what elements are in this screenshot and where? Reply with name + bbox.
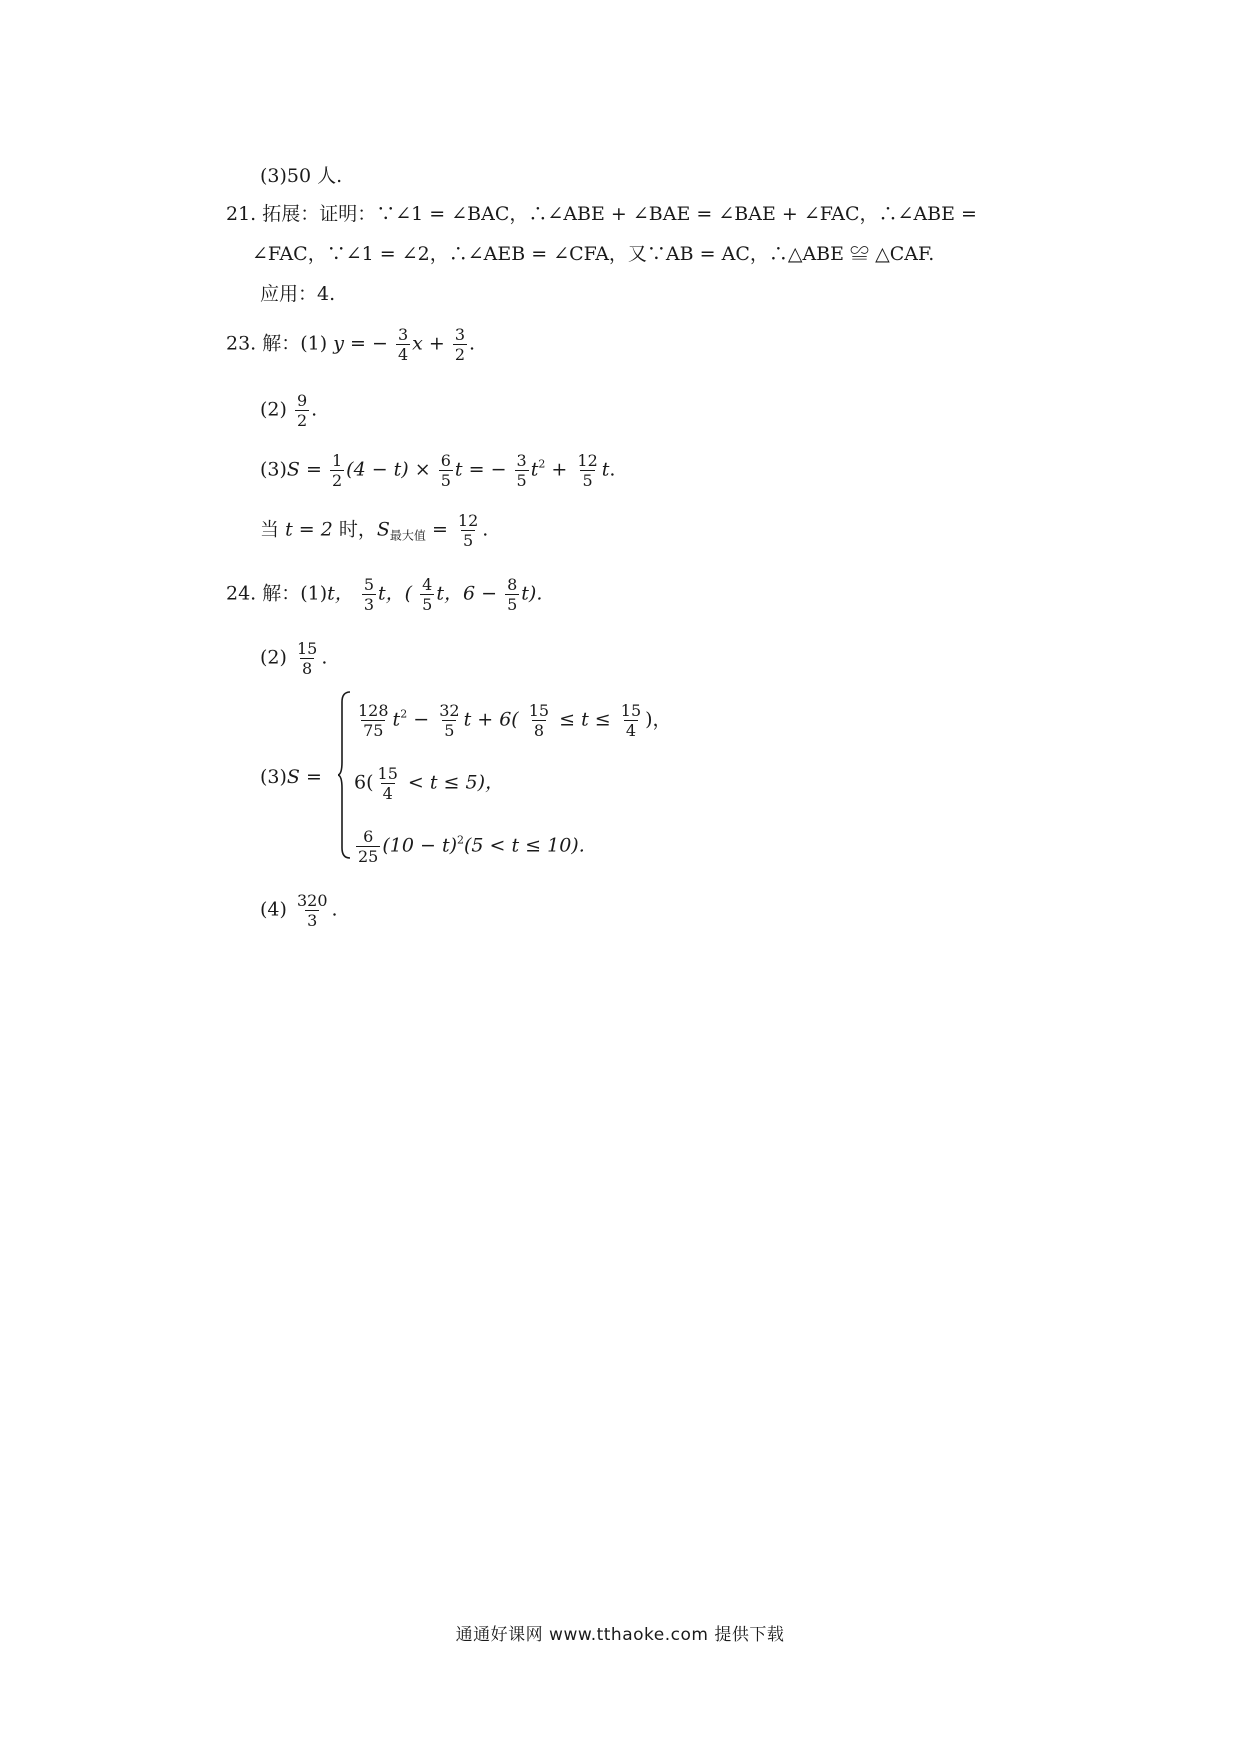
period: . bbox=[331, 898, 338, 921]
paren: (4 − t) bbox=[346, 458, 409, 481]
fraction: $\frac{3}{2}$ bbox=[454, 325, 466, 364]
seg: )， bbox=[645, 708, 672, 731]
condition: t = 2 bbox=[285, 518, 333, 541]
seg: ≤ t ≤ bbox=[559, 708, 611, 731]
minus: − bbox=[490, 458, 507, 481]
answer-q24-part4 bbox=[260, 892, 338, 929]
seg: t，6 − bbox=[436, 582, 498, 605]
answer-q24-part2 bbox=[260, 640, 327, 677]
fraction: $\frac{15}{4}$ bbox=[620, 701, 642, 740]
fraction: $\frac{3}{5}$ bbox=[516, 451, 527, 490]
var-s: S bbox=[286, 766, 300, 788]
piecewise-case-3 bbox=[354, 828, 585, 865]
label: (3) bbox=[260, 766, 287, 788]
exponent: 2 bbox=[538, 457, 546, 471]
seg: (5 < t ≤ 10). bbox=[464, 834, 585, 857]
fraction: $\frac{12}{5}$ bbox=[577, 451, 598, 490]
fraction: $\frac{1}{2}$ bbox=[331, 451, 343, 490]
var-t: t bbox=[530, 458, 539, 481]
fraction: $\frac{12}{5}$ bbox=[457, 511, 479, 550]
answer-q24-part1 bbox=[226, 576, 542, 613]
eq: = bbox=[306, 458, 322, 481]
when-label: 当 bbox=[260, 518, 280, 541]
seg: t + 6( bbox=[463, 708, 519, 731]
label: (4) bbox=[260, 898, 287, 921]
eq: = bbox=[350, 332, 366, 355]
plus: + bbox=[428, 332, 445, 355]
label: (2) bbox=[260, 398, 287, 421]
label: (2) bbox=[260, 646, 287, 669]
answer-q23-max bbox=[260, 512, 488, 549]
subscript: 最大值 bbox=[389, 528, 426, 543]
var-s: S bbox=[286, 458, 300, 481]
plus: + bbox=[551, 458, 568, 481]
var-t: t bbox=[454, 458, 463, 481]
var-y: y bbox=[333, 332, 344, 355]
times: × bbox=[414, 458, 431, 481]
period: . bbox=[482, 518, 489, 541]
fraction: $\frac{8}{5}$ bbox=[507, 575, 518, 614]
seg: (10 − t) bbox=[382, 834, 457, 857]
period: . bbox=[469, 332, 476, 355]
seg: t， bbox=[327, 582, 354, 605]
answer-q20-part3: (3)50 人. bbox=[260, 165, 343, 187]
eq: = bbox=[306, 766, 322, 788]
label: (3) bbox=[260, 458, 287, 481]
answer-q23-part1 bbox=[226, 326, 475, 363]
answer-q24-part3-label bbox=[260, 765, 322, 789]
minus: − bbox=[371, 332, 388, 355]
answer-q21-application: 应用：4. bbox=[260, 283, 336, 305]
var-s: S bbox=[376, 518, 390, 541]
piecewise-case-1 bbox=[354, 702, 672, 739]
minus: − bbox=[413, 708, 430, 731]
var-t: t bbox=[392, 708, 401, 731]
fraction: $\frac{15}{4}$ bbox=[377, 764, 398, 803]
piecewise-brace bbox=[338, 690, 352, 860]
var-t: t bbox=[601, 458, 610, 481]
fraction: $\frac{6}{25}$ bbox=[358, 827, 379, 866]
piecewise-case-2 bbox=[354, 765, 504, 802]
period: . bbox=[321, 646, 328, 669]
fraction: $\frac{9}{2}$ bbox=[296, 391, 308, 430]
fraction: $\frac{15}{8}$ bbox=[528, 701, 550, 740]
fraction: $\frac{15}{8}$ bbox=[296, 639, 318, 678]
fraction: $\frac{5}{3}$ bbox=[363, 575, 375, 614]
fraction: $\frac{128}{75}$ bbox=[358, 701, 389, 740]
fraction: $\frac{320}{3}$ bbox=[296, 891, 328, 930]
label: 23. 解：(1) bbox=[226, 332, 328, 355]
fraction: $\frac{3}{4}$ bbox=[397, 325, 409, 364]
eq: = bbox=[468, 458, 485, 481]
fraction: $\frac{4}{5}$ bbox=[422, 575, 433, 614]
label: 24. 解：(1) bbox=[226, 582, 328, 605]
var-x: x bbox=[412, 332, 423, 355]
answer-q21-line1: 21. 拓展：证明：∵∠1 = ∠BAC，∴∠ABE + ∠BAE = ∠BAE + ∠FAC，∴∠ABE = bbox=[226, 203, 977, 225]
period: . bbox=[311, 398, 318, 421]
seg: < t ≤ 5)， bbox=[407, 771, 505, 794]
seg: 6( bbox=[354, 771, 374, 794]
answer-q21-line2: ∠FAC，∵∠1 = ∠2，∴∠AEB = ∠CFA，又∵AB = AC，∴△ABE ≌ △CAF. bbox=[252, 243, 935, 265]
exponent: 2 bbox=[457, 833, 464, 847]
fraction: $\frac{6}{5}$ bbox=[440, 451, 451, 490]
exponent: 2 bbox=[400, 707, 408, 721]
seg: t). bbox=[521, 582, 543, 605]
answer-q23-part3 bbox=[260, 452, 615, 489]
when-suffix: 时， bbox=[338, 518, 377, 541]
seg: t，( bbox=[378, 582, 413, 605]
period: . bbox=[609, 458, 616, 481]
fraction: $\frac{32}{5}$ bbox=[439, 701, 460, 740]
answer-q23-part2 bbox=[260, 392, 317, 429]
footer-source: 通通好课网 www.tthaoke.com 提供下载 bbox=[455, 1625, 785, 1645]
eq: = bbox=[431, 518, 448, 541]
